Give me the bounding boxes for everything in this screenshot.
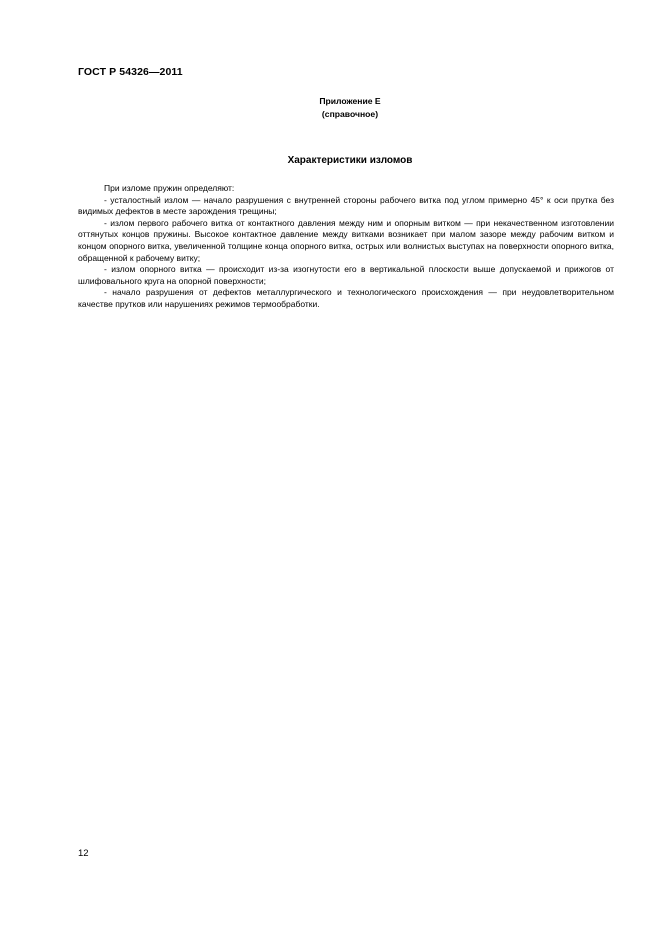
annex-type: (справочное) [321,109,379,119]
paragraph-first-coil-fracture: - излом первого рабочего витка от контактного давления между ним и опорным витком — при некачественном изготовлении оттянутых концов пружины. Высокое контактное давление между витками возникает при малом зазоре между рабочим витком и концом опорного витка, увеличенной толщине конца опорного витка, острых или волнистых выступах на поверхности опорного витка, обращенной к рабочему витку; [78,217,614,263]
body-text [78,183,614,311]
paragraph-defect-fracture: - начало разрушения от дефектов металлургического и технологического происхождения — при неудовлетворительном качестве прутков или нарушениях режимов термообработки. [78,287,614,309]
standard-code: ГОСТ Р 54326—2011 [78,66,183,78]
section-title: Характеристики изломов [287,155,413,166]
annex-heading [0,95,661,121]
annex-title: Приложение Е [319,96,381,106]
paragraph-intro: При изломе пружин определяют: [104,183,235,193]
paragraph-fatigue-fracture: - усталостный излом — начало разрушения с внутренней стороны рабочего витка под углом примерно 45° к оси прутка без видимых дефектов в месте зарождения трещины; [78,194,614,217]
page-number: 12 [78,848,89,859]
paragraph-support-coil-fracture: - излом опорного витка — происходит из-за изогнутости его в вертикальной плоскости выше допускаемой и прижогов от шлифовального круга на опорной поверхности; [78,264,614,286]
